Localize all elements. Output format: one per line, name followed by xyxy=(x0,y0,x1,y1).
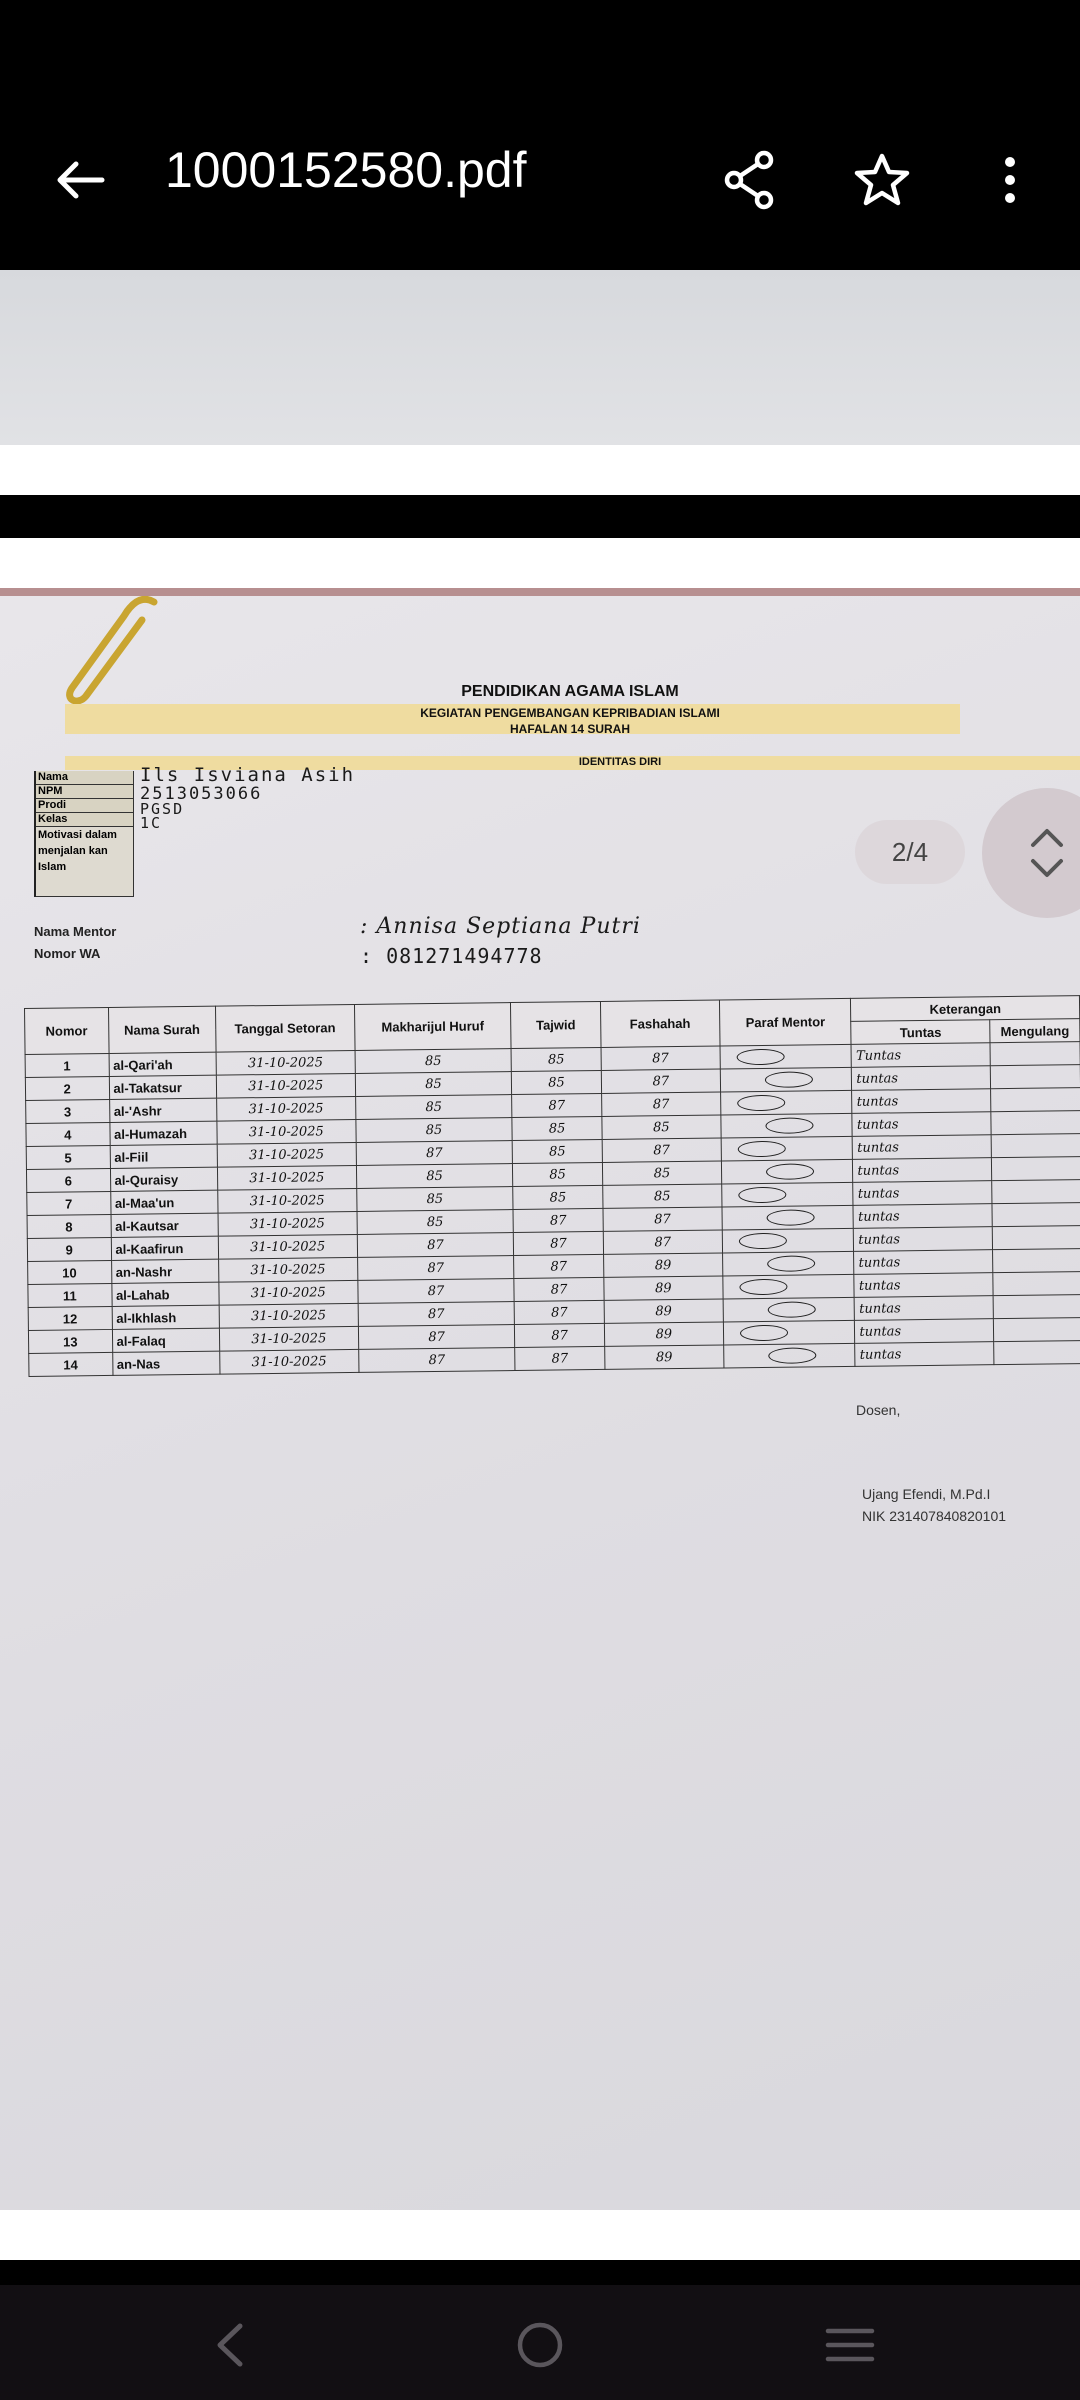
cell-nomor: 10 xyxy=(28,1260,112,1284)
cell-makharijul: 85 xyxy=(355,1095,512,1120)
grades-table-body xyxy=(25,1042,1080,1377)
page-counter: 2/4 xyxy=(855,820,965,884)
cell-makharijul: 85 xyxy=(355,1072,512,1097)
doc-subheading-2: HAFALAN 14 SURAH xyxy=(509,722,630,736)
cell-makharijul: 87 xyxy=(357,1279,514,1304)
share-icon[interactable] xyxy=(710,140,790,220)
section-title: IDENTITAS DIRI xyxy=(578,756,662,768)
cell-mengulang xyxy=(993,1295,1080,1319)
mentor-signature xyxy=(739,1279,787,1296)
cell-tanggal: 31-10-2025 xyxy=(216,1073,355,1098)
cell-paraf xyxy=(723,1320,855,1345)
cell-tanggal: 31-10-2025 xyxy=(219,1326,358,1351)
cell-fashahah: 87 xyxy=(603,1207,723,1231)
cell-tuntas: tuntas xyxy=(854,1227,993,1252)
cell-makharijul: 85 xyxy=(356,1118,513,1143)
cell-tuntas: tuntas xyxy=(854,1250,993,1275)
cell-mengulang xyxy=(991,1111,1080,1135)
cell-paraf xyxy=(722,1205,854,1230)
cell-tanggal: 31-10-2025 xyxy=(219,1280,358,1305)
nav-back-icon[interactable] xyxy=(190,2305,270,2385)
cell-nomor: 6 xyxy=(26,1168,110,1192)
cell-fashahah: 85 xyxy=(602,1161,722,1185)
cell-makharijul: 87 xyxy=(357,1256,514,1281)
value-prodi: PGSD xyxy=(140,800,185,818)
mentor-label: Nama Mentor xyxy=(34,924,117,939)
identity-labels xyxy=(34,771,134,897)
cell-tuntas: tuntas xyxy=(853,1204,992,1229)
cell-surah: an-Nas xyxy=(112,1351,220,1375)
system-nav-bar xyxy=(0,2285,1080,2400)
mentor-signature xyxy=(768,1302,816,1319)
scroll-chevrons-icon xyxy=(1025,823,1069,883)
app-toolbar xyxy=(0,0,1080,270)
cell-nomor: 1 xyxy=(25,1053,109,1077)
cell-tajwid: 87 xyxy=(513,1208,603,1232)
cell-paraf xyxy=(722,1182,854,1207)
mentor-signature xyxy=(765,1072,813,1089)
cell-tuntas: tuntas xyxy=(853,1158,992,1183)
cell-tajwid: 85 xyxy=(511,1047,601,1071)
cell-makharijul: 87 xyxy=(357,1233,514,1258)
th-makharijul: Makharijul Huruf xyxy=(354,1003,511,1051)
cell-fashahah: 89 xyxy=(604,1322,724,1346)
cell-tajwid: 87 xyxy=(515,1323,605,1347)
dosen-name: Ujang Efendi, M.Pd.I xyxy=(862,1486,991,1502)
cell-tuntas: Tuntas xyxy=(851,1043,990,1068)
cell-mengulang xyxy=(992,1180,1080,1204)
label-npm: NPM xyxy=(36,785,134,799)
cell-mengulang xyxy=(993,1249,1080,1273)
mentor-signature xyxy=(740,1325,788,1342)
mentor-signature xyxy=(765,1118,813,1135)
mentor-signature xyxy=(766,1210,814,1227)
cell-surah: al-Maa'un xyxy=(110,1190,218,1214)
dosen-nik: NIK 231407840820101 xyxy=(862,1508,1007,1524)
nav-recent-icon[interactable] xyxy=(810,2305,890,2385)
cell-tajwid: 85 xyxy=(513,1162,603,1186)
cell-surah: al-Lahab xyxy=(111,1282,219,1306)
cell-makharijul: 87 xyxy=(358,1325,515,1350)
cell-fashahah: 87 xyxy=(603,1230,723,1254)
cell-tuntas: tuntas xyxy=(853,1135,992,1160)
label-prodi: Prodi xyxy=(36,799,134,813)
th-fashahah: Fashahah xyxy=(600,1000,720,1047)
cell-mengulang xyxy=(991,1088,1080,1112)
cell-tajwid: 87 xyxy=(514,1277,604,1301)
dosen-label: Dosen, xyxy=(856,1402,901,1418)
label-motivasi: Motivasi dalam menjalan kan Islam xyxy=(36,827,134,897)
cell-paraf xyxy=(721,1136,853,1161)
cell-mengulang xyxy=(992,1226,1080,1250)
cell-surah: al-Fiil xyxy=(110,1144,218,1168)
cell-paraf xyxy=(720,1044,852,1069)
label-nama: Nama xyxy=(36,771,134,785)
cell-mengulang xyxy=(992,1157,1080,1181)
doc-heading: PENDIDIKAN AGAMA ISLAM xyxy=(461,683,679,700)
cell-surah: al-Ikhlash xyxy=(112,1305,220,1329)
cell-tanggal: 31-10-2025 xyxy=(217,1165,356,1190)
cell-mengulang xyxy=(992,1203,1080,1227)
cell-tajwid: 87 xyxy=(512,1093,602,1117)
cell-paraf xyxy=(724,1343,856,1368)
cell-fashahah: 89 xyxy=(603,1253,723,1277)
cell-makharijul: 85 xyxy=(356,1164,513,1189)
cell-paraf xyxy=(722,1228,854,1253)
cell-surah: al-Qari'ah xyxy=(109,1052,217,1076)
mentor-value: : Annisa Septiana Putri xyxy=(360,914,641,939)
cell-mengulang xyxy=(993,1272,1080,1296)
cell-surah: al-'Ashr xyxy=(109,1098,217,1122)
pdf-viewer[interactable] xyxy=(0,270,1080,2285)
mentor-signature xyxy=(738,1187,786,1204)
mentor-signature xyxy=(738,1141,786,1158)
cell-nomor: 8 xyxy=(27,1214,111,1238)
wa-label: Nomor WA xyxy=(34,946,101,961)
cell-surah: al-Falaq xyxy=(112,1328,220,1352)
cell-paraf xyxy=(721,1090,853,1115)
cell-nomor: 5 xyxy=(26,1145,110,1169)
cell-surah: an-Nashr xyxy=(111,1259,219,1283)
grades-table xyxy=(24,995,1080,1377)
cell-tuntas: tuntas xyxy=(855,1342,994,1367)
photo-edge xyxy=(0,588,1080,596)
cell-surah: al-Kautsar xyxy=(111,1213,219,1237)
cell-tanggal: 31-10-2025 xyxy=(217,1142,356,1167)
cell-nomor: 14 xyxy=(29,1352,113,1376)
cell-fashahah: 89 xyxy=(604,1299,724,1323)
cell-paraf xyxy=(721,1159,853,1184)
cell-tanggal: 31-10-2025 xyxy=(218,1211,357,1236)
cell-nomor: 4 xyxy=(26,1122,110,1146)
mentor-signature xyxy=(737,1049,785,1066)
cell-tanggal: 31-10-2025 xyxy=(217,1119,356,1144)
cell-mengulang xyxy=(994,1341,1080,1365)
cell-tuntas: tuntas xyxy=(852,1066,991,1091)
cell-tajwid: 85 xyxy=(512,1116,602,1140)
cell-nomor: 3 xyxy=(26,1099,110,1123)
document-title: 1000152580.pdf xyxy=(165,142,527,198)
value-npm: 2513053066 xyxy=(140,784,263,804)
previous-page-photo xyxy=(0,270,1080,445)
cell-tuntas: tuntas xyxy=(855,1319,994,1344)
cell-makharijul: 87 xyxy=(358,1348,515,1373)
th-nomor: Nomor xyxy=(25,1007,109,1054)
cell-fashahah: 85 xyxy=(602,1184,722,1208)
cell-mengulang xyxy=(994,1318,1080,1342)
cell-surah: al-Quraisy xyxy=(110,1167,218,1191)
cell-mengulang xyxy=(990,1065,1080,1089)
cell-tanggal: 31-10-2025 xyxy=(218,1234,357,1259)
cell-nomor: 7 xyxy=(27,1191,111,1215)
cell-nomor: 2 xyxy=(25,1076,109,1100)
cell-tajwid: 85 xyxy=(513,1139,603,1163)
th-keterangan: Keterangan xyxy=(851,996,1080,1022)
cell-surah: al-Takatsur xyxy=(109,1075,217,1099)
cell-tanggal: 31-10-2025 xyxy=(220,1349,359,1374)
th-mengulang: Mengulang xyxy=(990,1019,1080,1043)
cell-fashahah: 89 xyxy=(604,1276,724,1300)
cell-makharijul: 85 xyxy=(355,1049,512,1074)
cell-tajwid: 85 xyxy=(513,1185,603,1209)
back-arrow-icon[interactable] xyxy=(40,140,120,220)
value-kelas: 1C xyxy=(140,814,163,832)
cell-paraf xyxy=(723,1297,855,1322)
cell-tanggal: 31-10-2025 xyxy=(218,1257,357,1282)
cell-tuntas: tuntas xyxy=(855,1296,994,1321)
cell-tanggal: 31-10-2025 xyxy=(216,1096,355,1121)
mentor-signature xyxy=(766,1164,814,1181)
cell-makharijul: 87 xyxy=(358,1302,515,1327)
cell-nomor: 11 xyxy=(28,1283,112,1307)
cell-paraf xyxy=(720,1067,852,1092)
cell-tuntas: tuntas xyxy=(854,1273,993,1298)
mentor-signature xyxy=(768,1348,816,1365)
previous-page-margin xyxy=(0,445,1080,495)
mentor-signature xyxy=(737,1095,785,1112)
cell-nomor: 12 xyxy=(28,1306,112,1330)
cell-surah: al-Humazah xyxy=(109,1121,217,1145)
cell-tuntas: tuntas xyxy=(852,1112,991,1137)
th-tajwid: Tajwid xyxy=(511,1001,601,1048)
cell-fashahah: 87 xyxy=(601,1092,721,1116)
value-nama: Ils Isviana Asih xyxy=(140,764,356,786)
cell-mengulang xyxy=(990,1042,1080,1066)
cell-makharijul: 85 xyxy=(356,1187,513,1212)
cell-fashahah: 89 xyxy=(604,1345,724,1369)
cell-fashahah: 87 xyxy=(602,1138,722,1162)
wa-value: : 081271494778 xyxy=(360,944,543,968)
cell-tajwid: 87 xyxy=(514,1300,604,1324)
cell-tajwid: 87 xyxy=(514,1254,604,1278)
th-surah: Nama Surah xyxy=(108,1006,216,1053)
cell-tajwid: 87 xyxy=(514,1231,604,1255)
more-options-icon[interactable] xyxy=(970,140,1050,220)
cell-paraf xyxy=(721,1113,853,1138)
cell-mengulang xyxy=(991,1134,1080,1158)
cell-makharijul: 87 xyxy=(356,1141,513,1166)
cell-paraf xyxy=(723,1274,855,1299)
mentor-signature xyxy=(767,1256,815,1273)
cell-tanggal: 31-10-2025 xyxy=(218,1188,357,1213)
cell-surah: al-Kaafirun xyxy=(111,1236,219,1260)
label-kelas: Kelas xyxy=(36,813,134,827)
cell-nomor: 13 xyxy=(28,1329,112,1353)
cell-tajwid: 87 xyxy=(515,1346,605,1370)
th-tuntas: Tuntas xyxy=(851,1020,990,1045)
cell-paraf xyxy=(723,1251,855,1276)
cell-tajwid: 85 xyxy=(512,1070,602,1094)
doc-subheading: KEGIATAN PENGEMBANGAN KEPRIBADIAN ISLAMI xyxy=(420,706,720,720)
th-tanggal: Tanggal Setoran xyxy=(215,1004,354,1052)
cell-fashahah: 87 xyxy=(601,1046,721,1070)
cell-makharijul: 85 xyxy=(357,1210,514,1235)
mentor-signature xyxy=(739,1233,787,1250)
current-page-top-margin xyxy=(0,538,1080,588)
cell-tuntas: tuntas xyxy=(853,1181,992,1206)
nav-home-icon[interactable] xyxy=(500,2305,580,2385)
cell-fashahah: 85 xyxy=(602,1115,722,1139)
cell-nomor: 9 xyxy=(27,1237,111,1261)
cell-fashahah: 87 xyxy=(601,1069,721,1093)
cell-tanggal: 31-10-2025 xyxy=(216,1050,355,1075)
star-icon[interactable] xyxy=(842,140,922,220)
th-paraf: Paraf Mentor xyxy=(719,998,851,1046)
cell-tuntas: tuntas xyxy=(852,1089,991,1114)
cell-tanggal: 31-10-2025 xyxy=(219,1303,358,1328)
